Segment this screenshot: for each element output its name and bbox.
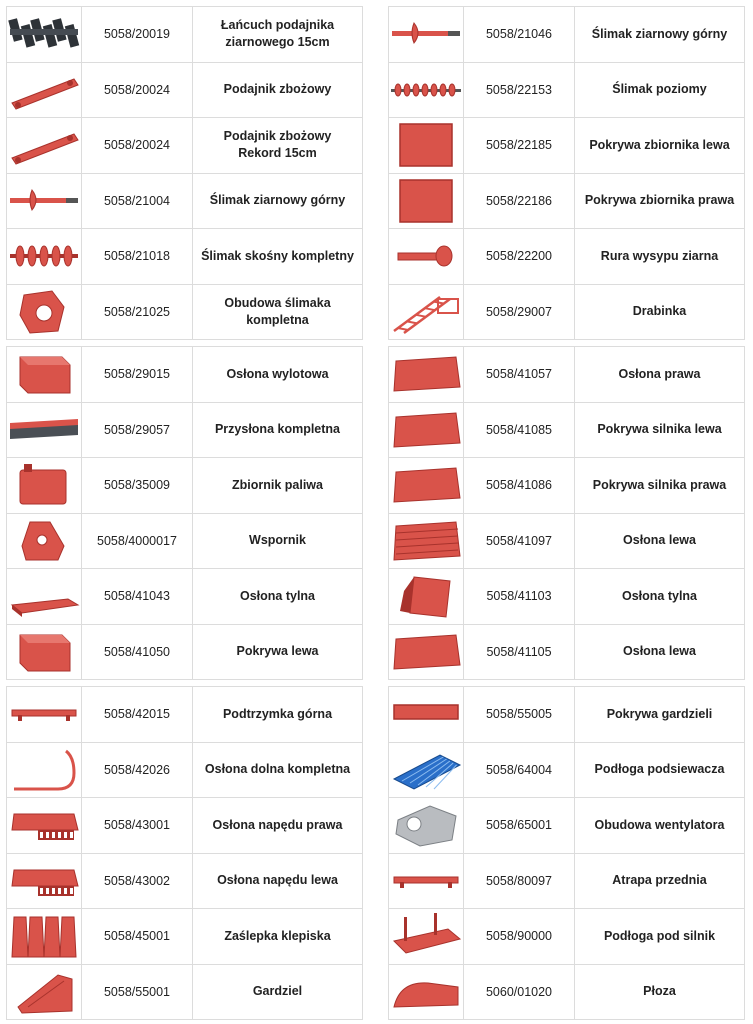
pipe-icon: [389, 231, 463, 281]
part-name[interactable]: Osłona lewa: [575, 624, 745, 680]
table-row[interactable]: [389, 798, 745, 854]
table-row[interactable]: [389, 7, 745, 63]
part-thumbnail[interactable]: [7, 964, 82, 1020]
tank-icon: [7, 460, 81, 510]
part-thumbnail[interactable]: [389, 853, 464, 909]
part-thumbnail[interactable]: [389, 964, 464, 1020]
part-code: 5058/35009: [82, 458, 193, 514]
table-row[interactable]: [7, 687, 363, 743]
auger-short-icon: [389, 9, 463, 59]
part-name[interactable]: Pokrywa silnika prawa: [575, 458, 745, 514]
table-row[interactable]: [7, 458, 363, 514]
part-name[interactable]: Pokrywa zbiornika prawa: [575, 173, 745, 229]
part-code: 5058/29057: [82, 402, 193, 458]
slats-icon: [7, 911, 81, 961]
part-thumbnail[interactable]: [7, 402, 82, 458]
part-name[interactable]: Osłona prawa: [575, 347, 745, 403]
parts-table-2-left: [6, 346, 363, 680]
part-thumbnail[interactable]: [7, 173, 82, 229]
part-code: 5058/55005: [464, 687, 575, 743]
part-name[interactable]: Osłona napędu lewa: [193, 853, 363, 909]
table-row[interactable]: [7, 229, 363, 285]
hook-icon: [7, 745, 81, 795]
strip-icon: [7, 405, 81, 455]
part-thumbnail[interactable]: [389, 7, 464, 63]
part-thumbnail[interactable]: [7, 229, 82, 285]
part-name[interactable]: Pokrywa zbiornika lewa: [575, 118, 745, 174]
feeder-icon: [7, 120, 81, 170]
table-row[interactable]: [389, 569, 745, 625]
part-name[interactable]: Ślimak skośny kompletny: [193, 229, 363, 285]
part-thumbnail[interactable]: [7, 624, 82, 680]
feeder-icon: [7, 65, 81, 115]
flat-plate-icon: [389, 689, 463, 739]
part-code: 5058/20024: [82, 118, 193, 174]
table-row[interactable]: [7, 7, 363, 63]
auger-long-icon: [389, 65, 463, 115]
part-name[interactable]: Łańcuch podajnika ziarnowego 15cm: [193, 7, 363, 63]
part-code: 5058/21046: [464, 7, 575, 63]
part-code: 5058/41103: [464, 569, 575, 625]
part-thumbnail[interactable]: [389, 909, 464, 965]
part-code: 5058/21018: [82, 229, 193, 285]
table-row[interactable]: [7, 853, 363, 909]
drive-guard-icon: [7, 856, 81, 906]
box-icon: [7, 349, 81, 399]
table-row[interactable]: [389, 687, 745, 743]
plate-icon: [389, 349, 463, 399]
table-row[interactable]: [7, 347, 363, 403]
table-row[interactable]: [389, 513, 745, 569]
part-thumbnail[interactable]: [7, 458, 82, 514]
part-thumbnail[interactable]: [389, 229, 464, 285]
part-code: 5058/41050: [82, 624, 193, 680]
part-name[interactable]: Osłona tylna: [575, 569, 745, 625]
bar-icon: [7, 689, 81, 739]
part-name[interactable]: Ślimak poziomy: [575, 62, 745, 118]
part-code: 5058/4000017: [82, 513, 193, 569]
fan-housing-icon: [389, 800, 463, 850]
part-name[interactable]: Zaślepka klepiska: [193, 909, 363, 965]
part-code: 5058/29007: [464, 284, 575, 340]
part-thumbnail[interactable]: [7, 513, 82, 569]
table-row[interactable]: [7, 964, 363, 1020]
part-name[interactable]: Osłona wylotowa: [193, 347, 363, 403]
part-name[interactable]: Obudowa ślimaka kompletna: [193, 284, 363, 340]
parts-table-1-right: [388, 6, 745, 340]
part-thumbnail[interactable]: [7, 284, 82, 340]
part-thumbnail[interactable]: [389, 513, 464, 569]
part-name[interactable]: Obudowa wentylatora: [575, 798, 745, 854]
skid-icon: [389, 967, 463, 1017]
part-code: 5058/41085: [464, 402, 575, 458]
part-code: 5058/22186: [464, 173, 575, 229]
parts-table-2-right: [388, 346, 745, 680]
parts-table-3-left: [6, 686, 363, 1020]
part-code: 5058/43002: [82, 853, 193, 909]
auger-icon: [7, 231, 81, 281]
part-name[interactable]: Rura wysypu ziarna: [575, 229, 745, 285]
table-row[interactable]: [7, 62, 363, 118]
part-name[interactable]: Podajnik zbożowy: [193, 62, 363, 118]
part-thumbnail[interactable]: [389, 402, 464, 458]
part-name[interactable]: Podłoga pod silnik: [575, 909, 745, 965]
part-code: 5058/43001: [82, 798, 193, 854]
part-thumbnail[interactable]: [389, 458, 464, 514]
part-name[interactable]: Gardziel: [193, 964, 363, 1020]
part-code: 5058/22185: [464, 118, 575, 174]
ribbed-plate-icon: [389, 516, 463, 566]
part-thumbnail[interactable]: [7, 7, 82, 63]
part-thumbnail[interactable]: [389, 798, 464, 854]
part-code: 5058/29015: [82, 347, 193, 403]
part-code: 5058/42015: [82, 687, 193, 743]
table-row[interactable]: [389, 853, 745, 909]
table-row[interactable]: [389, 742, 745, 798]
table-row[interactable]: [7, 513, 363, 569]
part-code: 5058/21025: [82, 284, 193, 340]
table-row[interactable]: [389, 909, 745, 965]
table-row[interactable]: [389, 964, 745, 1020]
part-name[interactable]: Drabinka: [575, 284, 745, 340]
drive-guard-icon: [7, 800, 81, 850]
part-name[interactable]: Ślimak ziarnowy górny: [575, 7, 745, 63]
part-code: 5058/22153: [464, 62, 575, 118]
guard-icon: [389, 571, 463, 621]
part-name[interactable]: Pokrywa gardzieli: [575, 687, 745, 743]
part-code: 5058/41105: [464, 624, 575, 680]
part-thumbnail[interactable]: [389, 624, 464, 680]
part-code: 5058/41043: [82, 569, 193, 625]
panel-icon: [389, 120, 463, 170]
part-thumbnail[interactable]: [7, 853, 82, 909]
table-row[interactable]: [389, 229, 745, 285]
housing-icon: [7, 287, 81, 337]
part-name[interactable]: Pokrywa lewa: [193, 624, 363, 680]
chain-icon: [7, 9, 81, 59]
part-thumbnail[interactable]: [389, 62, 464, 118]
part-name[interactable]: Wspornik: [193, 513, 363, 569]
part-code: 5060/01020: [464, 964, 575, 1020]
part-thumbnail[interactable]: [389, 118, 464, 174]
table-row[interactable]: [7, 909, 363, 965]
part-name[interactable]: Zbiornik paliwa: [193, 458, 363, 514]
part-name[interactable]: Przysłona kompletna: [193, 402, 363, 458]
bracket-icon: [7, 516, 81, 566]
throat-icon: [7, 967, 81, 1017]
table-row[interactable]: [7, 402, 363, 458]
panel-icon: [389, 176, 463, 226]
part-code: 5058/55001: [82, 964, 193, 1020]
part-code: 5058/65001: [464, 798, 575, 854]
part-code: 5058/64004: [464, 742, 575, 798]
tray-icon: [7, 571, 81, 621]
plate-icon: [389, 627, 463, 677]
part-thumbnail[interactable]: [7, 118, 82, 174]
plate-icon: [389, 405, 463, 455]
parts-table-1-left: [6, 6, 363, 340]
ladder-icon: [389, 287, 463, 337]
table-row[interactable]: [7, 173, 363, 229]
part-thumbnail[interactable]: [7, 798, 82, 854]
table-row[interactable]: [389, 347, 745, 403]
part-name[interactable]: Pokrywa silnika lewa: [575, 402, 745, 458]
bar-icon: [389, 856, 463, 906]
table-row[interactable]: [7, 798, 363, 854]
table-row[interactable]: [7, 569, 363, 625]
part-code: 5058/22200: [464, 229, 575, 285]
plate-icon: [389, 460, 463, 510]
part-thumbnail[interactable]: [7, 62, 82, 118]
table-row[interactable]: [389, 624, 745, 680]
part-thumbnail[interactable]: [7, 909, 82, 965]
part-thumbnail[interactable]: [389, 284, 464, 340]
part-name[interactable]: Ślimak ziarnowy górny: [193, 173, 363, 229]
part-name[interactable]: Osłona dolna kompletna: [193, 742, 363, 798]
part-thumbnail[interactable]: [389, 347, 464, 403]
part-thumbnail[interactable]: [7, 742, 82, 798]
part-code: 5058/20024: [82, 62, 193, 118]
part-code: 5058/41097: [464, 513, 575, 569]
part-thumbnail[interactable]: [7, 687, 82, 743]
auger-short-icon: [7, 176, 81, 226]
floor-icon: [389, 911, 463, 961]
table-row[interactable]: [389, 284, 745, 340]
table-row[interactable]: [389, 118, 745, 174]
blue-floor-icon: [389, 745, 463, 795]
part-code: 5058/80097: [464, 853, 575, 909]
part-name[interactable]: Osłona lewa: [575, 513, 745, 569]
part-thumbnail[interactable]: [7, 347, 82, 403]
part-name[interactable]: Atrapa przednia: [575, 853, 745, 909]
part-thumbnail[interactable]: [389, 173, 464, 229]
part-thumbnail[interactable]: [389, 569, 464, 625]
box-icon: [7, 627, 81, 677]
table-row[interactable]: [7, 284, 363, 340]
table-row[interactable]: [389, 402, 745, 458]
part-code: 5058/41057: [464, 347, 575, 403]
table-row[interactable]: [389, 458, 745, 514]
table-row[interactable]: [7, 742, 363, 798]
part-thumbnail[interactable]: [389, 687, 464, 743]
part-name[interactable]: Osłona napędu prawa: [193, 798, 363, 854]
parts-table-3-right: [388, 686, 745, 1020]
table-row[interactable]: [7, 624, 363, 680]
part-code: 5058/20019: [82, 7, 193, 63]
part-name[interactable]: Podajnik zbożowy Rekord 15cm: [193, 118, 363, 174]
part-thumbnail[interactable]: [7, 569, 82, 625]
part-code: 5058/45001: [82, 909, 193, 965]
part-name[interactable]: Płoza: [575, 964, 745, 1020]
part-code: 5058/42026: [82, 742, 193, 798]
part-name[interactable]: Podtrzymka górna: [193, 687, 363, 743]
part-name[interactable]: Podłoga podsiewacza: [575, 742, 745, 798]
part-code: 5058/90000: [464, 909, 575, 965]
part-code: 5058/21004: [82, 173, 193, 229]
table-row[interactable]: [389, 173, 745, 229]
table-row[interactable]: [389, 62, 745, 118]
table-row[interactable]: [7, 118, 363, 174]
part-code: 5058/41086: [464, 458, 575, 514]
part-thumbnail[interactable]: [389, 742, 464, 798]
part-name[interactable]: Osłona tylna: [193, 569, 363, 625]
